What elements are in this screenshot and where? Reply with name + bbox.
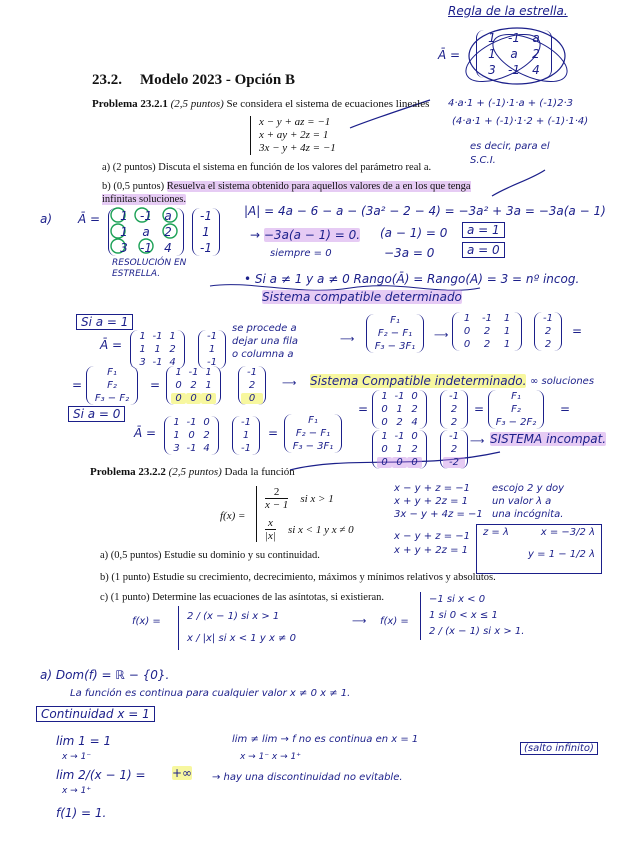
- matrix-cell: -1: [140, 209, 152, 223]
- matrix-a0-b: [372, 390, 427, 429]
- vector-cell: -1: [241, 443, 251, 454]
- matrix-cell: 0: [188, 430, 195, 441]
- y-eq: y = 1 − 1/2 λ: [528, 549, 595, 560]
- matrix-cell: 2: [483, 326, 491, 337]
- matrix-cell: 2: [532, 47, 540, 61]
- vector-cell: -1: [207, 357, 217, 368]
- matrix-cell: a: [510, 47, 518, 61]
- matrix-cell: 1: [154, 344, 161, 355]
- vector-cell: 1: [202, 225, 210, 239]
- equation: x + y + 2z = 1: [394, 496, 469, 507]
- a-minus: (a − 1) = 0: [380, 226, 448, 240]
- solution-box: [476, 524, 602, 574]
- fx-definition: [256, 486, 354, 542]
- op-cell: F₃ − F₂: [94, 393, 130, 404]
- fraction-den: x − 1: [265, 499, 289, 511]
- lim2: lim 2/(x − 1) =: [56, 768, 146, 782]
- vector-cell: 1: [208, 344, 216, 355]
- caption-line: RESOLUCIÓN EN: [112, 258, 187, 268]
- vector-cell: 1: [242, 430, 250, 441]
- matrix-cell: 1: [120, 209, 128, 223]
- matrix-cell: 2: [411, 444, 418, 455]
- rhs-a1: [198, 330, 226, 369]
- proc-line: se procede a: [232, 323, 297, 334]
- matrix-cell: 1: [139, 344, 146, 355]
- arrow: ⟶: [282, 378, 297, 389]
- problem1-heading: [92, 98, 429, 110]
- determinant: |A| = 4a − 6 − a − (3a² − 2 − 4) = −3a² + 3a = −3a(a − 1): [244, 204, 606, 218]
- matrix-cell: 0: [381, 417, 388, 428]
- rhs-a1-b: [534, 312, 562, 351]
- matrix-cell: 0: [463, 339, 471, 350]
- matrix-cell: -1: [140, 241, 152, 255]
- problem1-title: Problema 23.2.1: [92, 98, 168, 110]
- matrix-cell: 1: [503, 326, 511, 337]
- eq-zero-hl: −3a(a − 1) = 0.: [263, 228, 361, 242]
- discontinuity: → hay una discontinuidad no evitable.: [212, 772, 403, 783]
- case-line: 1 si 0 < x ≤ 1: [429, 610, 498, 621]
- x-eq: x = −3/2 λ: [540, 527, 595, 538]
- vector-cell: 2: [450, 404, 458, 415]
- sys-b: [394, 482, 483, 521]
- op-cell: F₃ − 2F₂: [495, 417, 537, 428]
- part-b-prefix: b) (0,5 puntos): [102, 181, 165, 192]
- matrix-cell: 0: [201, 393, 216, 404]
- vector-cell: 2: [544, 326, 552, 337]
- matrix-cell: 1: [175, 367, 182, 378]
- matrix-cell: -1: [394, 391, 405, 402]
- matrix-cell: 1: [205, 367, 212, 378]
- case-line: 2 / (x − 1) si x > 1: [187, 611, 280, 622]
- matrix-cell: 2: [203, 430, 210, 441]
- arrow: ⟶: [434, 330, 449, 341]
- vector-cell: -1: [207, 331, 217, 342]
- matrix-cell: 4: [164, 241, 172, 255]
- vector-cell: -1: [247, 367, 257, 378]
- rhs-a0-b: [440, 390, 468, 429]
- case-line: −1 si x < 0: [429, 594, 486, 605]
- matrix-cell: 1: [396, 404, 403, 415]
- fx-label: f(x) =: [220, 510, 246, 522]
- vector-cell: 2: [450, 417, 458, 428]
- fraction-num: 2: [273, 486, 280, 498]
- vector-cell: 2: [544, 339, 552, 350]
- abar-label: Ā =: [78, 212, 101, 226]
- matrix-cell: -1: [508, 31, 520, 45]
- equals: =: [474, 402, 485, 416]
- fops-1: [366, 314, 424, 353]
- matrix-cell: 1: [205, 380, 212, 391]
- problem2-part-a: a) (0,5 puntos) Estudie su dominio y su continuidad.: [100, 550, 320, 561]
- matrix-cell: 0: [171, 393, 186, 404]
- lim-compare: lim ≠ lim → f no es continua en x = 1: [232, 734, 419, 745]
- op-cell: F₁: [390, 315, 400, 326]
- problem1-statement: Se considera el sistema de ecuaciones lineales: [226, 98, 430, 110]
- part-b-highlight: Resuelva el sistema obtenido para aquellos valores de a en los que tenga infinitas soluciones.: [102, 181, 471, 205]
- equals: =: [268, 426, 279, 440]
- matrix-cell: 0: [203, 417, 210, 428]
- problem2-heading: [90, 466, 295, 478]
- star-expansion-2: (4·a·1 + (-1)·1·2 + (-1)·1·4): [452, 116, 589, 127]
- scd-label: Sistema compatible determinado: [262, 290, 462, 304]
- continuity-note: La función es continua para cualquier valor x ≠ 0 x ≠ 1.: [70, 688, 351, 699]
- matrix-a0: [164, 416, 219, 455]
- si-a1: Si a = 1: [76, 314, 133, 330]
- z-eq: z = λ: [483, 527, 509, 538]
- fops-4: [488, 390, 544, 429]
- matrix-cell: 0: [377, 457, 392, 468]
- matrix-cell: -1: [186, 417, 197, 428]
- rhs-a0-c: [440, 430, 468, 469]
- caption-line: ESTRELLA.: [112, 269, 161, 279]
- matrix-cell: 4: [203, 443, 210, 454]
- matrix-cell: 4: [532, 63, 540, 77]
- note-line: escojo 2 y doy: [492, 483, 565, 494]
- abar-matrix: [108, 208, 184, 256]
- note-line: una incógnita.: [492, 509, 564, 520]
- matrix-cell: 4: [169, 357, 176, 368]
- lim2-sub: x → 1⁺: [62, 786, 92, 796]
- abar-rhs: [192, 208, 220, 256]
- problem1-part-b: [102, 180, 502, 206]
- star-note: es decir, para el S.C.I.: [470, 141, 550, 166]
- continuity-box: Continuidad x = 1: [36, 706, 155, 722]
- note-line: un valor λ a: [492, 496, 552, 507]
- matrix-cell: 2: [164, 225, 172, 239]
- a-eq-1: a = 1: [462, 222, 505, 238]
- matrix-cell: 1: [381, 431, 388, 442]
- matrix-a1-b: [452, 312, 522, 351]
- problem1-system: [250, 116, 336, 155]
- matrix-cell: 4: [411, 417, 418, 428]
- si-label: SISTEMA incompat.: [490, 432, 607, 446]
- op-cell: F₃ − 3F₁: [374, 341, 416, 352]
- equation: x − y + az = −1: [259, 116, 331, 128]
- matrix-cell: -1: [152, 357, 163, 368]
- matrix-cell: 2: [483, 339, 491, 350]
- matrix-cell: 1: [173, 430, 180, 441]
- vector-cell: 0: [241, 393, 263, 404]
- rhs-a1-c: [238, 366, 266, 405]
- problem2-points: (2,5 puntos): [168, 466, 222, 478]
- equation: 3x − y + 4z = −1: [259, 142, 336, 154]
- vector-cell: -1: [543, 313, 553, 324]
- lim-compare-sub: x → 1⁻ x → 1⁺: [240, 752, 301, 762]
- plus-infinity: +∞: [172, 766, 193, 780]
- matrix-cell: 0: [381, 404, 388, 415]
- matrix-cell: 1: [503, 313, 511, 324]
- matrix-cell: 3: [139, 357, 146, 368]
- matrix-cell: 1: [488, 47, 496, 61]
- lim1-sub: x → 1⁻: [62, 752, 92, 762]
- matrix-cell: 0: [407, 457, 422, 468]
- matrix-cell: 1: [488, 31, 496, 45]
- page-title: Modelo 2023 - Opción B: [140, 72, 296, 88]
- case-line: x / |x| si x < 1 y x ≠ 0: [187, 633, 296, 644]
- vector-cell: -1: [449, 431, 459, 442]
- fraction-num: x: [268, 517, 273, 529]
- star-caption: [112, 258, 186, 280]
- op-cell: F₂: [511, 404, 521, 415]
- matrix-cell: 1: [396, 444, 403, 455]
- equals: =: [358, 402, 369, 416]
- label-a: a): [40, 212, 53, 226]
- equals: =: [72, 378, 83, 392]
- problem1-points: (2,5 puntos): [170, 98, 224, 110]
- op-cell: F₂: [107, 380, 117, 391]
- problem2-title: Problema 23.2.2: [90, 466, 166, 478]
- section-number: 23.2.: [92, 72, 122, 88]
- vector-cell: -2: [443, 457, 465, 468]
- star-title: Regla de la estrella.: [448, 4, 568, 18]
- abar-label-3: Ā =: [134, 426, 157, 440]
- vector-cell: 2: [248, 380, 256, 391]
- matrix-cell: 1: [463, 313, 471, 324]
- problem1-part-a: a) (2 puntos) Discuta el sistema en función de los valores del parámetro real a.: [102, 162, 432, 173]
- vector-cell: -1: [200, 241, 212, 255]
- arrow: ⟶: [340, 334, 355, 345]
- op-cell: F₁: [107, 367, 117, 378]
- condition: si x > 1: [300, 492, 334, 505]
- reduced-sys: [394, 530, 470, 558]
- matrix-cell: 1: [169, 331, 176, 342]
- matrix-cell: 0: [411, 431, 418, 442]
- matrix-cell: 2: [411, 404, 418, 415]
- hw-fx2-label: f(x) =: [380, 616, 409, 627]
- star-expansion-1: 4·a·1 + (-1)·1·a + (-1)2·3: [448, 98, 573, 109]
- proc-line: o columna a: [232, 349, 294, 360]
- equation: x + ay + 2z = 1: [259, 129, 329, 141]
- matrix-cell: 1: [381, 391, 388, 402]
- matrix-cell: -1: [394, 431, 405, 442]
- case-line: 2 / (x − 1) si x > 1.: [429, 626, 525, 637]
- problem2-part-c: c) (1 punto) Determine las ecuaciones de las asíntotas, si existieran.: [100, 592, 384, 603]
- hw-fx-def: [178, 606, 296, 650]
- si-a0: Si a = 0: [68, 406, 125, 422]
- star-matrix: [476, 30, 552, 78]
- proc-line: dejar una fila: [232, 336, 299, 347]
- star-abar: Ā =: [438, 48, 461, 62]
- matrix-cell: 0: [175, 380, 182, 391]
- op-cell: F₁: [308, 415, 318, 426]
- matrix-cell: 2: [396, 417, 403, 428]
- matrix-cell: -1: [186, 443, 197, 454]
- matrix-cell: -1: [152, 331, 163, 342]
- problem2-statement: Dada la función: [224, 466, 295, 478]
- matrix-cell: 3: [488, 63, 496, 77]
- matrix-cell: -1: [482, 313, 492, 324]
- vector-cell: -1: [200, 209, 212, 223]
- matrix-cell: 2: [169, 344, 176, 355]
- hw-fx-label: f(x) =: [132, 616, 161, 627]
- vector-cell: -1: [449, 391, 459, 402]
- matrix-cell: 3: [120, 241, 128, 255]
- equation: x − y + z = −1: [394, 531, 471, 542]
- fops-2: [86, 366, 138, 405]
- rhs-a0: [232, 416, 260, 455]
- arrow: ⟶: [470, 436, 485, 447]
- fraction-den: |x|: [265, 530, 276, 542]
- matrix-cell: -1: [508, 63, 520, 77]
- matrix-cell: -1: [188, 367, 199, 378]
- matrix-a1-c: [166, 366, 221, 405]
- matrix-cell: a: [164, 209, 172, 223]
- equation: x − y + z = −1: [394, 483, 471, 494]
- matrix-cell: 1: [173, 417, 180, 428]
- siempre: siempre = 0: [270, 248, 332, 259]
- fops-3: [284, 414, 342, 453]
- eq-zero: → −3a(a − 1) = 0.: [250, 228, 361, 242]
- equals: =: [150, 378, 161, 392]
- f-of-1: f(1) = 1.: [56, 806, 107, 820]
- lim1: lim 1 = 1: [56, 734, 112, 748]
- vector-cell: 2: [450, 444, 458, 455]
- sci-label: Sistema Compatible indeterminado.: [310, 374, 527, 388]
- op-cell: F₂ − F₁: [377, 328, 413, 339]
- infinitas: ∞ soluciones: [530, 376, 595, 387]
- matrix-cell: 2: [190, 380, 197, 391]
- matrix-a1: [130, 330, 185, 369]
- proc-note: [232, 322, 298, 361]
- domain: a) Dom(f) = ℝ − {0}.: [40, 668, 170, 682]
- op-cell: F₂ − F₁: [295, 428, 331, 439]
- equals: =: [572, 324, 583, 338]
- matrix-cell: 0: [186, 393, 201, 404]
- matrix-cell: 1: [120, 225, 128, 239]
- equals: =: [560, 402, 571, 416]
- matrix-cell: 0: [392, 457, 407, 468]
- salto-infinito: (salto infinito): [520, 742, 598, 755]
- op-cell: F₁: [511, 391, 521, 402]
- note-b: [492, 482, 564, 521]
- matrix-cell: 0: [411, 391, 418, 402]
- matrix-cell: a: [532, 31, 540, 45]
- op-cell: F₃ − 3F₁: [292, 441, 334, 452]
- matrix-cell: 3: [173, 443, 180, 454]
- arrow: ⟶: [352, 616, 367, 627]
- matrix-cell: 0: [381, 444, 388, 455]
- matrix-cell: a: [142, 225, 150, 239]
- problem2-part-b: b) (1 punto) Estudie su crecimiento, decrecimiento, máximos y mínimos relativos y absolutos.: [100, 572, 496, 583]
- vector-cell: -1: [241, 417, 251, 428]
- equation: 3x − y + 4z = −1: [394, 509, 483, 520]
- minus3a: −3a = 0: [384, 246, 435, 260]
- a-eq-0: a = 0: [462, 242, 505, 258]
- equation: x + y + 2z = 1: [394, 545, 469, 556]
- matrix-cell: 1: [503, 339, 511, 350]
- matrix-cell: 1: [139, 331, 146, 342]
- matrix-cell: 0: [463, 326, 471, 337]
- condition: si x < 1 y x ≠ 0: [287, 523, 354, 536]
- hw-fx2-def: [420, 592, 524, 640]
- abar-label-2: Ā =: [100, 338, 123, 352]
- matrix-a0-c: [372, 430, 427, 469]
- case-general: • Si a ≠ 1 y a ≠ 0 Rango(Ā) = Rango(A) = 3 = nº incog.: [244, 272, 580, 286]
